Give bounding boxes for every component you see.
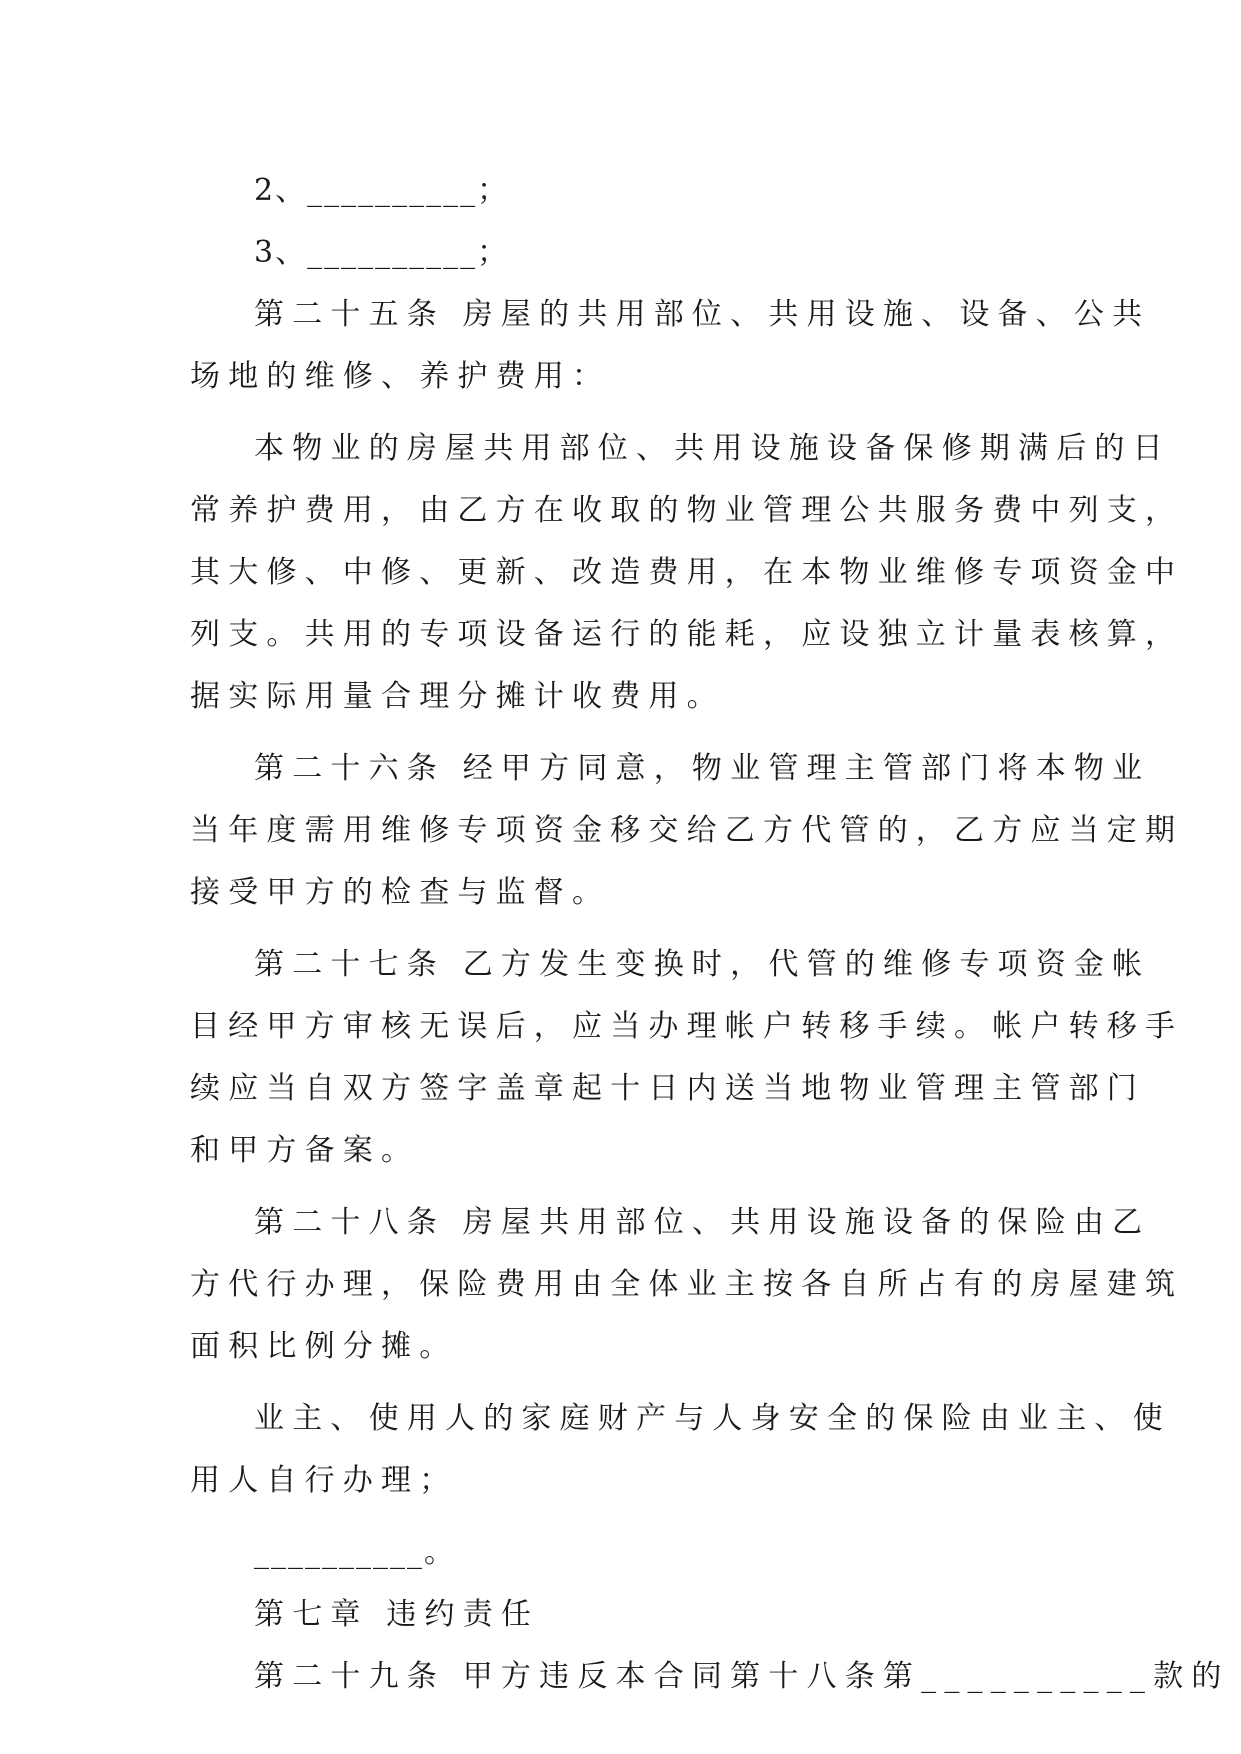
document-page	[190, 160, 1230, 1708]
paragraph-line: 据实际用量合理分摊计收费用。	[190, 679, 725, 714]
article-29-line-1: 第二十九条 甲方违反本合同第十八条第__________款的	[254, 1659, 1230, 1694]
article-27-line-4: 和甲方备案。	[190, 1133, 420, 1168]
list-item-2: 2、__________；	[254, 173, 510, 208]
paragraph-line: 其大修、中修、更新、改造费用，在本物业维修专项资金中	[190, 555, 1184, 590]
paragraph-line: 列支。共用的专项设备运行的能耗，应设独立计量表核算，	[190, 617, 1184, 652]
article-28-line-2: 方代行办理，保险费用由全体业主按各自所占有的房屋建筑	[190, 1267, 1184, 1302]
article-25-line-2: 场地的维修、养护费用：	[190, 359, 611, 394]
article-25-line-1: 第二十五条 房屋的共用部位、共用设施、设备、公共	[254, 297, 1151, 332]
article-26-line-1: 第二十六条 经甲方同意，物业管理主管部门将本物业	[254, 751, 1151, 786]
article-26-line-3: 接受甲方的检查与监督。	[190, 875, 611, 910]
article-28-line-1: 第二十八条 房屋共用部位、共用设施设备的保险由乙	[254, 1205, 1151, 1240]
article-27-line-3: 续应当自双方签字盖章起十日内送当地物业管理主管部门	[190, 1071, 1145, 1106]
article-27-line-2: 目经甲方审核无误后，应当办理帐户转移手续。帐户转移手	[190, 1009, 1184, 1044]
list-item-3: 3、__________；	[254, 235, 510, 270]
article-27-line-1: 第二十七条 乙方发生变换时，代管的维修专项资金帐	[254, 947, 1151, 982]
paragraph-line: 业主、使用人的家庭财产与人身安全的保险由业主、使	[254, 1401, 1171, 1436]
paragraph-line: 用人自行办理；	[190, 1463, 458, 1498]
blank-line: __________。	[254, 1535, 456, 1570]
article-28-line-3: 面积比例分摊。	[190, 1329, 458, 1364]
paragraph-line: 本物业的房屋共用部位、共用设施设备保修期满后的日	[254, 431, 1171, 466]
paragraph-line: 常养护费用，由乙方在收取的物业管理公共服务费中列支，	[190, 493, 1184, 528]
chapter-heading: 第七章 违约责任	[254, 1597, 540, 1632]
article-26-line-2: 当年度需用维修专项资金移交给乙方代管的，乙方应当定期	[190, 813, 1184, 848]
